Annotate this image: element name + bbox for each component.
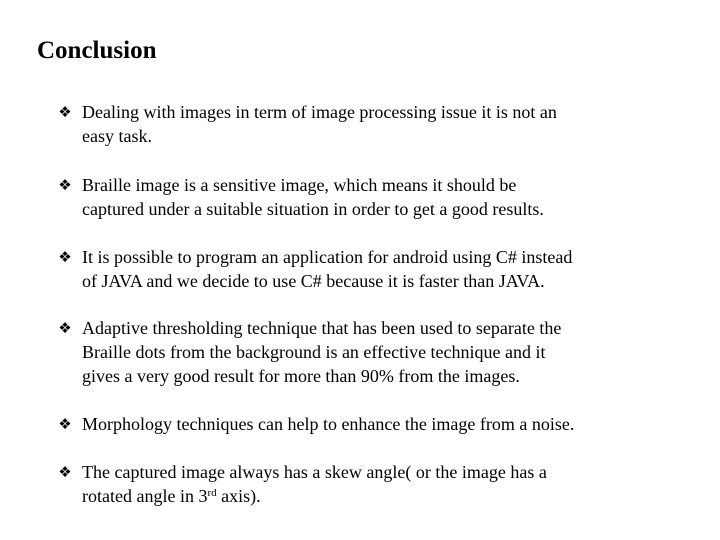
bullet-line: The captured image always has a skew angle( or the image has a bbox=[82, 462, 547, 482]
bullet-line: Adaptive thresholding technique that has been used to separate the bbox=[82, 318, 562, 338]
diamond-bullet-icon: ❖ bbox=[58, 248, 72, 266]
diamond-bullet-icon: ❖ bbox=[58, 176, 72, 194]
bullet-text bbox=[82, 245, 662, 293]
bullet-text bbox=[82, 100, 662, 148]
bullet-line: Morphology techniques can help to enhance the image from a noise. bbox=[82, 414, 575, 434]
slide-title: Conclusion bbox=[37, 37, 157, 64]
diamond-bullet-icon: ❖ bbox=[58, 319, 72, 337]
bullet-line: easy task. bbox=[82, 126, 152, 146]
diamond-bullet-icon: ❖ bbox=[58, 103, 72, 121]
bullet-line: Braille image is a sensitive image, which means it should be bbox=[82, 175, 517, 195]
bullet-text bbox=[82, 316, 662, 388]
bullet-text bbox=[82, 460, 662, 508]
diamond-bullet-icon: ❖ bbox=[58, 415, 72, 433]
bullet-line-last bbox=[82, 484, 662, 508]
superscript-ordinal: rd bbox=[207, 487, 217, 499]
bullet-line-suffix: axis). bbox=[216, 486, 261, 506]
bullet-line-prefix: rotated angle in 3 bbox=[82, 486, 208, 506]
bullet-text bbox=[82, 412, 662, 436]
diamond-bullet-icon: ❖ bbox=[58, 463, 72, 481]
bullet-line: of JAVA and we decide to use C# because it is faster than JAVA. bbox=[82, 271, 545, 291]
bullet-text bbox=[82, 173, 662, 221]
bullet-line: Dealing with images in term of image processing issue it is not an bbox=[82, 102, 557, 122]
bullet-line: Braille dots from the background is an effective technique and it bbox=[82, 342, 546, 362]
bullet-line: It is possible to program an application for android using C# instead bbox=[82, 247, 573, 267]
bullet-line: gives a very good result for more than 90% from the images. bbox=[82, 366, 520, 386]
bullet-line: captured under a suitable situation in order to get a good results. bbox=[82, 199, 544, 219]
